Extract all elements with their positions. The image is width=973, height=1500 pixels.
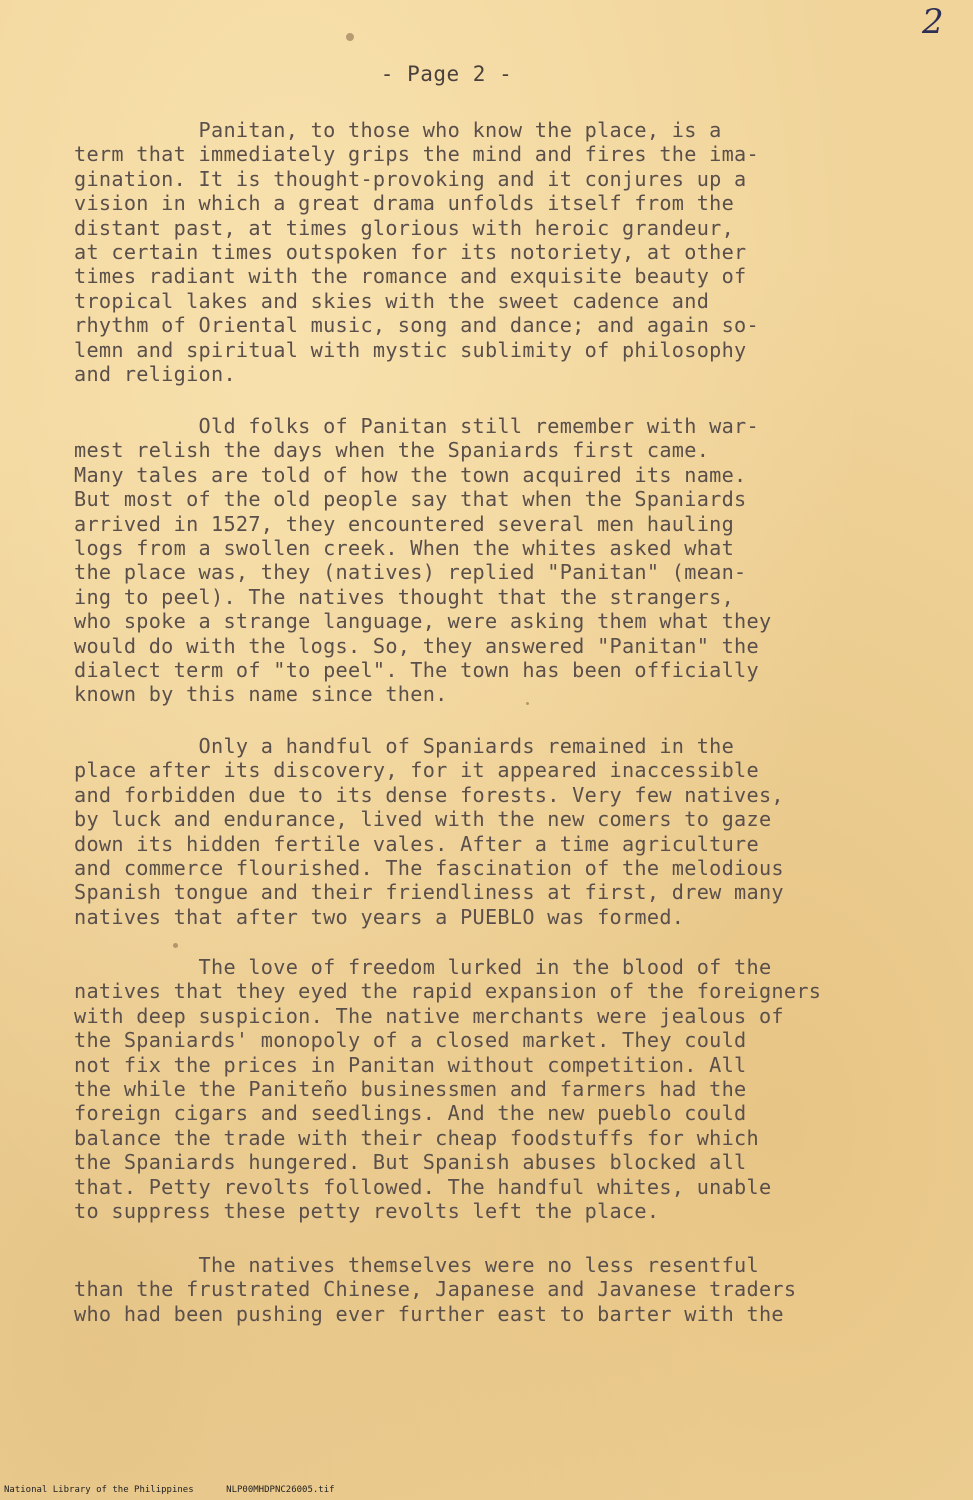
text-line: would do with the logs. So, they answered "Panitan" the (74, 633, 759, 658)
text-line: times radiant with the romance and exquisite beauty of (74, 264, 747, 289)
text-line: at certain times outspoken for its notoriety, at other (74, 239, 747, 264)
text-line: the Spaniards hungered. But Spanish abuses blocked all (74, 1150, 747, 1175)
text-line: gination. It is thought-provoking and it conjures up a (74, 166, 747, 191)
text-line: who had been pushing ever further east to barter with the (74, 1301, 784, 1326)
text-line: term that immediately grips the mind and fires the ima- (74, 142, 759, 167)
text-line: known by this name since then. (74, 682, 448, 707)
text-line: The love of freedom lurked in the blood of the (74, 955, 772, 979)
text-line: Spanish tongue and their friendliness at first, drew many (74, 880, 784, 905)
text-line: rhythm of Oriental music, song and dance; and again so- (74, 313, 759, 338)
text-line: the while the Paniteño businessmen and farmers had the (74, 1076, 747, 1101)
paper-speck (346, 33, 354, 41)
text-line: Only a handful of Spaniards remained in the (74, 734, 735, 758)
text-line: natives that they eyed the rapid expansion of the foreigners (74, 979, 822, 1004)
scan-footer (4, 1485, 335, 1495)
paragraph-4 (74, 955, 944, 1223)
paragraph-1 (74, 118, 944, 386)
text-line: distant past, at times glorious with heroic grandeur, (74, 215, 735, 240)
footer-institution: National Library of the Philippines (4, 1485, 194, 1495)
text-line: But most of the old people say that when the Spaniards (74, 487, 747, 512)
text-line: Panitan, to those who know the place, is a (74, 118, 722, 142)
paragraph-5 (74, 1253, 944, 1326)
text-line: logs from a swollen creek. When the whites asked what (74, 535, 735, 560)
handwritten-page-number: 2 (922, 2, 944, 42)
text-line: vision in which a great drama unfolds itself from the (74, 191, 735, 216)
text-line: foreign cigars and seedlings. And the new pueblo could (74, 1101, 747, 1126)
text-line: the place was, they (natives) replied "Panitan" (mean- (74, 560, 747, 585)
text-line: and commerce flourished. The fascination of the melodious (74, 855, 784, 880)
text-line: the Spaniards' monopoly of a closed market. They could (74, 1028, 747, 1053)
text-line: with deep suspicion. The native merchants were jealous of (74, 1003, 784, 1028)
text-line: lemn and spiritual with mystic sublimity of philosophy (74, 337, 747, 362)
text-line: mest relish the days when the Spaniards first came. (74, 438, 710, 463)
text-line: that. Petty revolts followed. The handful whites, unable (74, 1174, 772, 1199)
text-line: The natives themselves were no less resentful (74, 1253, 759, 1277)
text-line: Old folks of Panitan still remember with war- (74, 414, 759, 438)
text-line: not fix the prices in Panitan without competition. All (74, 1052, 747, 1077)
text-line: place after its discovery, for it appeared inaccessible (74, 758, 759, 783)
paper-speck (173, 943, 178, 948)
text-line: down its hidden fertile vales. After a time agriculture (74, 831, 759, 856)
text-line: natives that after two years a PUEBLO was formed. (74, 904, 685, 929)
text-line: ing to peel). The natives thought that the strangers, (74, 584, 735, 609)
text-line: by luck and endurance, lived with the new comers to gaze (74, 807, 772, 832)
text-line: than the frustrated Chinese, Japanese and Javanese traders (74, 1277, 797, 1302)
text-line: and religion. (74, 361, 236, 386)
text-line: dialect term of "to peel". The town has been officially (74, 657, 759, 682)
paragraph-2 (74, 414, 944, 707)
footer-filename: NLP00MHDPNC26005.tif (226, 1485, 335, 1495)
text-line: and forbidden due to its dense forests. Very few natives, (74, 782, 784, 807)
text-line: to suppress these petty revolts left the place. (74, 1198, 660, 1223)
page-header (0, 62, 973, 86)
text-line: who spoke a strange language, were asking them what they (74, 609, 772, 634)
paragraph-3 (74, 734, 944, 929)
text-line: arrived in 1527, they encountered several men hauling (74, 511, 735, 536)
text-line: balance the trade with their cheap foodstuffs for which (74, 1125, 759, 1150)
text-line: Many tales are told of how the town acquired its name. (74, 462, 747, 487)
text-line: tropical lakes and skies with the sweet cadence and (74, 288, 710, 313)
page-header-text: - Page 2 - (380, 62, 513, 86)
paper-speck (526, 702, 529, 705)
